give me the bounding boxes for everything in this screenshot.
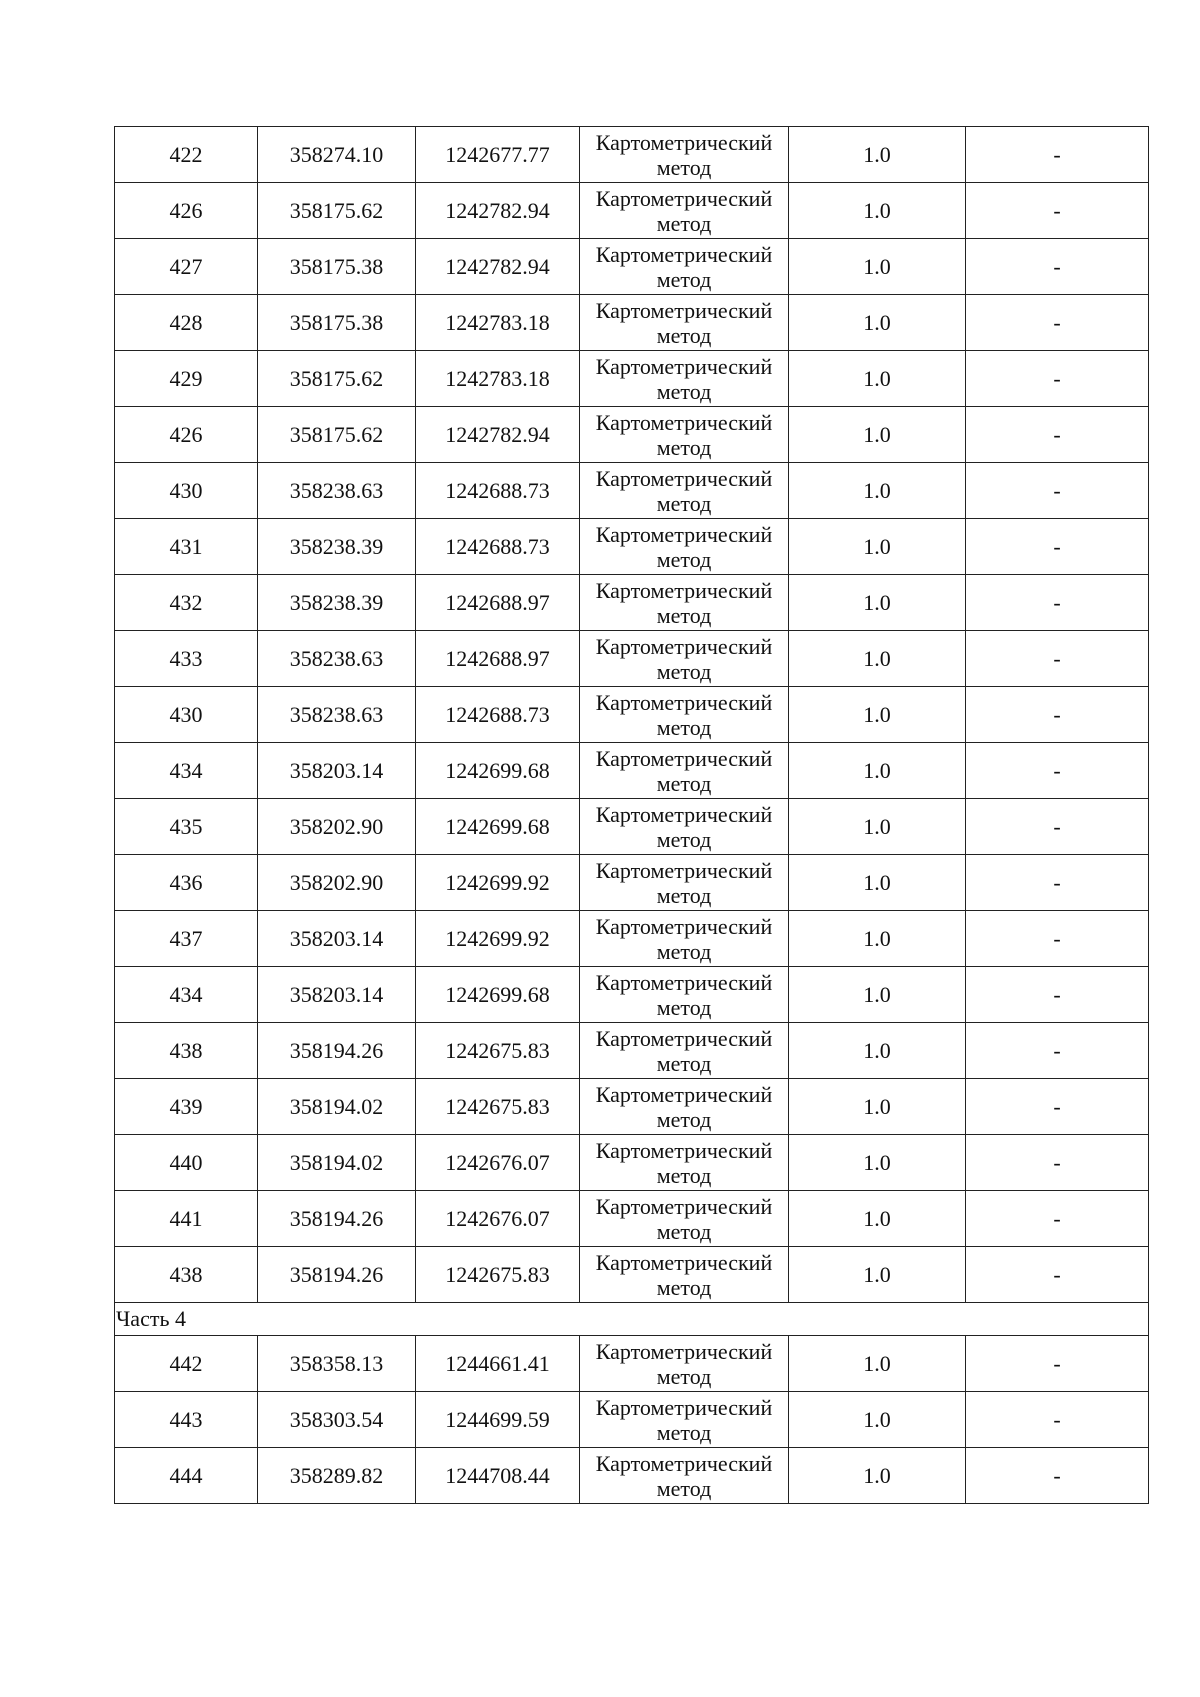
y-coordinate-cell: 1242783.18 bbox=[416, 351, 580, 407]
point-number-cell: 426 bbox=[115, 407, 258, 463]
table-row bbox=[115, 1135, 1149, 1191]
note-cell: - bbox=[966, 295, 1149, 351]
note-cell: - bbox=[966, 1247, 1149, 1303]
table-body-section bbox=[115, 1303, 1149, 1336]
accuracy-cell: 1.0 bbox=[789, 1079, 966, 1135]
method-cell bbox=[580, 1079, 789, 1135]
table-row bbox=[115, 911, 1149, 967]
table-row bbox=[115, 1023, 1149, 1079]
table-row bbox=[115, 967, 1149, 1023]
point-number-cell: 435 bbox=[115, 799, 258, 855]
method-line1: Картометрический bbox=[595, 1450, 773, 1476]
y-coordinate-cell: 1242688.73 bbox=[416, 463, 580, 519]
table-row bbox=[115, 1392, 1149, 1448]
method-cell bbox=[580, 351, 789, 407]
x-coordinate-cell: 358194.26 bbox=[258, 1023, 416, 1079]
point-number-cell: 443 bbox=[115, 1392, 258, 1448]
note-cell: - bbox=[966, 967, 1149, 1023]
note-cell: - bbox=[966, 799, 1149, 855]
table-row bbox=[115, 631, 1149, 687]
accuracy-cell: 1.0 bbox=[789, 239, 966, 295]
point-number-cell: 429 bbox=[115, 351, 258, 407]
accuracy-cell: 1.0 bbox=[789, 1448, 966, 1504]
point-number-cell: 437 bbox=[115, 911, 258, 967]
method-cell bbox=[580, 239, 789, 295]
table-row bbox=[115, 687, 1149, 743]
method-cell bbox=[580, 1023, 789, 1079]
method-cell bbox=[580, 687, 789, 743]
method-line2: метод bbox=[656, 266, 712, 292]
accuracy-cell: 1.0 bbox=[789, 1247, 966, 1303]
accuracy-cell: 1.0 bbox=[789, 631, 966, 687]
note-cell: - bbox=[966, 1336, 1149, 1392]
method-line1: Картометрический bbox=[595, 129, 773, 155]
table-row bbox=[115, 295, 1149, 351]
x-coordinate-cell: 358194.02 bbox=[258, 1079, 416, 1135]
point-number-cell: 438 bbox=[115, 1023, 258, 1079]
table-row bbox=[115, 239, 1149, 295]
y-coordinate-cell: 1242699.68 bbox=[416, 799, 580, 855]
method-line2: метод bbox=[656, 1106, 712, 1132]
method-cell bbox=[580, 1448, 789, 1504]
table-row bbox=[115, 743, 1149, 799]
accuracy-cell: 1.0 bbox=[789, 351, 966, 407]
x-coordinate-cell: 358238.63 bbox=[258, 687, 416, 743]
method-line2: метод bbox=[656, 770, 712, 796]
point-number-cell: 434 bbox=[115, 967, 258, 1023]
method-cell bbox=[580, 1247, 789, 1303]
table-row bbox=[115, 1079, 1149, 1135]
accuracy-cell: 1.0 bbox=[789, 1023, 966, 1079]
note-cell: - bbox=[966, 1079, 1149, 1135]
table-row bbox=[115, 183, 1149, 239]
method-line1: Картометрический bbox=[595, 745, 773, 771]
x-coordinate-cell: 358175.62 bbox=[258, 351, 416, 407]
method-line2: метод bbox=[656, 1419, 712, 1445]
x-coordinate-cell: 358202.90 bbox=[258, 799, 416, 855]
accuracy-cell: 1.0 bbox=[789, 1392, 966, 1448]
table-row bbox=[115, 127, 1149, 183]
x-coordinate-cell: 358194.02 bbox=[258, 1135, 416, 1191]
y-coordinate-cell: 1244708.44 bbox=[416, 1448, 580, 1504]
method-cell bbox=[580, 1191, 789, 1247]
note-cell: - bbox=[966, 1135, 1149, 1191]
y-coordinate-cell: 1244699.59 bbox=[416, 1392, 580, 1448]
x-coordinate-cell: 358175.62 bbox=[258, 407, 416, 463]
x-coordinate-cell: 358194.26 bbox=[258, 1191, 416, 1247]
point-number-cell: 444 bbox=[115, 1448, 258, 1504]
method-line2: метод bbox=[656, 714, 712, 740]
x-coordinate-cell: 358175.38 bbox=[258, 295, 416, 351]
method-cell bbox=[580, 519, 789, 575]
accuracy-cell: 1.0 bbox=[789, 295, 966, 351]
method-line2: метод bbox=[656, 994, 712, 1020]
method-line1: Картометрический bbox=[595, 353, 773, 379]
note-cell: - bbox=[966, 687, 1149, 743]
method-line2: метод bbox=[656, 658, 712, 684]
point-number-cell: 430 bbox=[115, 463, 258, 519]
method-line2: метод bbox=[656, 378, 712, 404]
note-cell: - bbox=[966, 631, 1149, 687]
method-line1: Картометрический bbox=[595, 633, 773, 659]
method-cell bbox=[580, 407, 789, 463]
y-coordinate-cell: 1242699.68 bbox=[416, 967, 580, 1023]
note-cell: - bbox=[966, 743, 1149, 799]
note-cell: - bbox=[966, 127, 1149, 183]
method-cell bbox=[580, 183, 789, 239]
table-row bbox=[115, 1247, 1149, 1303]
method-line1: Картометрический bbox=[595, 1137, 773, 1163]
method-cell bbox=[580, 967, 789, 1023]
point-number-cell: 426 bbox=[115, 183, 258, 239]
y-coordinate-cell: 1242675.83 bbox=[416, 1023, 580, 1079]
y-coordinate-cell: 1242677.77 bbox=[416, 127, 580, 183]
note-cell: - bbox=[966, 1448, 1149, 1504]
method-cell bbox=[580, 799, 789, 855]
method-line2: метод bbox=[656, 1274, 712, 1300]
method-line2: метод bbox=[656, 882, 712, 908]
method-line1: Картометрический bbox=[595, 1081, 773, 1107]
note-cell: - bbox=[966, 239, 1149, 295]
accuracy-cell: 1.0 bbox=[789, 687, 966, 743]
table-row bbox=[115, 519, 1149, 575]
table-row bbox=[115, 575, 1149, 631]
section-row bbox=[115, 1303, 1149, 1336]
method-cell bbox=[580, 127, 789, 183]
point-number-cell: 440 bbox=[115, 1135, 258, 1191]
method-line1: Картометрический bbox=[595, 297, 773, 323]
accuracy-cell: 1.0 bbox=[789, 1135, 966, 1191]
point-number-cell: 432 bbox=[115, 575, 258, 631]
note-cell: - bbox=[966, 351, 1149, 407]
method-line2: метод bbox=[656, 1050, 712, 1076]
method-line1: Картометрический bbox=[595, 185, 773, 211]
accuracy-cell: 1.0 bbox=[789, 967, 966, 1023]
method-cell bbox=[580, 1392, 789, 1448]
method-line1: Картометрический bbox=[595, 521, 773, 547]
method-cell bbox=[580, 1135, 789, 1191]
y-coordinate-cell: 1242782.94 bbox=[416, 239, 580, 295]
method-line2: метод bbox=[656, 322, 712, 348]
method-line2: метод bbox=[656, 490, 712, 516]
method-line1: Картометрический bbox=[595, 801, 773, 827]
y-coordinate-cell: 1242675.83 bbox=[416, 1247, 580, 1303]
accuracy-cell: 1.0 bbox=[789, 407, 966, 463]
x-coordinate-cell: 358203.14 bbox=[258, 911, 416, 967]
y-coordinate-cell: 1242688.97 bbox=[416, 575, 580, 631]
note-cell: - bbox=[966, 911, 1149, 967]
method-line2: метод bbox=[656, 434, 712, 460]
y-coordinate-cell: 1244661.41 bbox=[416, 1336, 580, 1392]
x-coordinate-cell: 358203.14 bbox=[258, 967, 416, 1023]
method-line1: Картометрический bbox=[595, 689, 773, 715]
method-line2: метод bbox=[656, 602, 712, 628]
x-coordinate-cell: 358175.62 bbox=[258, 183, 416, 239]
table-row bbox=[115, 1336, 1149, 1392]
note-cell: - bbox=[966, 519, 1149, 575]
method-line1: Картометрический bbox=[595, 1249, 773, 1275]
method-cell bbox=[580, 631, 789, 687]
point-number-cell: 434 bbox=[115, 743, 258, 799]
x-coordinate-cell: 358238.39 bbox=[258, 575, 416, 631]
method-line2: метод bbox=[656, 938, 712, 964]
method-line2: метод bbox=[656, 1363, 712, 1389]
accuracy-cell: 1.0 bbox=[789, 519, 966, 575]
method-cell bbox=[580, 1336, 789, 1392]
method-line1: Картометрический bbox=[595, 969, 773, 995]
point-number-cell: 427 bbox=[115, 239, 258, 295]
y-coordinate-cell: 1242782.94 bbox=[416, 183, 580, 239]
point-number-cell: 439 bbox=[115, 1079, 258, 1135]
x-coordinate-cell: 358358.13 bbox=[258, 1336, 416, 1392]
point-number-cell: 428 bbox=[115, 295, 258, 351]
y-coordinate-cell: 1242675.83 bbox=[416, 1079, 580, 1135]
y-coordinate-cell: 1242676.07 bbox=[416, 1135, 580, 1191]
x-coordinate-cell: 358289.82 bbox=[258, 1448, 416, 1504]
point-number-cell: 441 bbox=[115, 1191, 258, 1247]
method-line1: Картометрический bbox=[595, 1394, 773, 1420]
y-coordinate-cell: 1242688.97 bbox=[416, 631, 580, 687]
note-cell: - bbox=[966, 1392, 1149, 1448]
method-line1: Картометрический bbox=[595, 465, 773, 491]
table-row bbox=[115, 407, 1149, 463]
table-row bbox=[115, 855, 1149, 911]
y-coordinate-cell: 1242699.68 bbox=[416, 743, 580, 799]
method-line1: Картометрический bbox=[595, 577, 773, 603]
method-cell bbox=[580, 575, 789, 631]
accuracy-cell: 1.0 bbox=[789, 911, 966, 967]
note-cell: - bbox=[966, 1191, 1149, 1247]
x-coordinate-cell: 358175.38 bbox=[258, 239, 416, 295]
point-number-cell: 430 bbox=[115, 687, 258, 743]
method-line1: Картометрический bbox=[595, 913, 773, 939]
x-coordinate-cell: 358203.14 bbox=[258, 743, 416, 799]
method-line2: метод bbox=[656, 1162, 712, 1188]
method-line2: метод bbox=[656, 1218, 712, 1244]
table-row bbox=[115, 463, 1149, 519]
method-line2: метод bbox=[656, 826, 712, 852]
x-coordinate-cell: 358194.26 bbox=[258, 1247, 416, 1303]
accuracy-cell: 1.0 bbox=[789, 855, 966, 911]
table-body-part-b bbox=[115, 1336, 1149, 1504]
accuracy-cell: 1.0 bbox=[789, 575, 966, 631]
point-number-cell: 433 bbox=[115, 631, 258, 687]
point-number-cell: 442 bbox=[115, 1336, 258, 1392]
method-line2: метод bbox=[656, 546, 712, 572]
x-coordinate-cell: 358202.90 bbox=[258, 855, 416, 911]
y-coordinate-cell: 1242688.73 bbox=[416, 687, 580, 743]
method-line1: Картометрический bbox=[595, 409, 773, 435]
table-body-part-a bbox=[115, 127, 1149, 1303]
method-cell bbox=[580, 295, 789, 351]
accuracy-cell: 1.0 bbox=[789, 463, 966, 519]
accuracy-cell: 1.0 bbox=[789, 799, 966, 855]
x-coordinate-cell: 358274.10 bbox=[258, 127, 416, 183]
note-cell: - bbox=[966, 183, 1149, 239]
method-line1: Картометрический bbox=[595, 1338, 773, 1364]
accuracy-cell: 1.0 bbox=[789, 1336, 966, 1392]
point-number-cell: 436 bbox=[115, 855, 258, 911]
x-coordinate-cell: 358238.63 bbox=[258, 631, 416, 687]
accuracy-cell: 1.0 bbox=[789, 1191, 966, 1247]
x-coordinate-cell: 358238.39 bbox=[258, 519, 416, 575]
accuracy-cell: 1.0 bbox=[789, 743, 966, 799]
point-number-cell: 438 bbox=[115, 1247, 258, 1303]
table-row bbox=[115, 351, 1149, 407]
point-number-cell: 431 bbox=[115, 519, 258, 575]
accuracy-cell: 1.0 bbox=[789, 183, 966, 239]
x-coordinate-cell: 358303.54 bbox=[258, 1392, 416, 1448]
method-line2: метод bbox=[656, 1475, 712, 1501]
y-coordinate-cell: 1242676.07 bbox=[416, 1191, 580, 1247]
y-coordinate-cell: 1242699.92 bbox=[416, 855, 580, 911]
y-coordinate-cell: 1242688.73 bbox=[416, 519, 580, 575]
accuracy-cell: 1.0 bbox=[789, 127, 966, 183]
note-cell: - bbox=[966, 855, 1149, 911]
method-line1: Картометрический bbox=[595, 1193, 773, 1219]
note-cell: - bbox=[966, 407, 1149, 463]
y-coordinate-cell: 1242699.92 bbox=[416, 911, 580, 967]
coordinates-table bbox=[114, 126, 1149, 1504]
method-cell bbox=[580, 743, 789, 799]
table-row bbox=[115, 1448, 1149, 1504]
table-row bbox=[115, 1191, 1149, 1247]
section-label: Часть 4 bbox=[115, 1303, 1149, 1336]
method-line1: Картометрический bbox=[595, 857, 773, 883]
x-coordinate-cell: 358238.63 bbox=[258, 463, 416, 519]
y-coordinate-cell: 1242783.18 bbox=[416, 295, 580, 351]
note-cell: - bbox=[966, 1023, 1149, 1079]
method-line2: метод bbox=[656, 154, 712, 180]
method-cell bbox=[580, 463, 789, 519]
note-cell: - bbox=[966, 575, 1149, 631]
y-coordinate-cell: 1242782.94 bbox=[416, 407, 580, 463]
method-line1: Картометрический bbox=[595, 1025, 773, 1051]
method-line2: метод bbox=[656, 210, 712, 236]
method-line1: Картометрический bbox=[595, 241, 773, 267]
note-cell: - bbox=[966, 463, 1149, 519]
point-number-cell: 422 bbox=[115, 127, 258, 183]
table-row bbox=[115, 799, 1149, 855]
method-cell bbox=[580, 911, 789, 967]
method-cell bbox=[580, 855, 789, 911]
